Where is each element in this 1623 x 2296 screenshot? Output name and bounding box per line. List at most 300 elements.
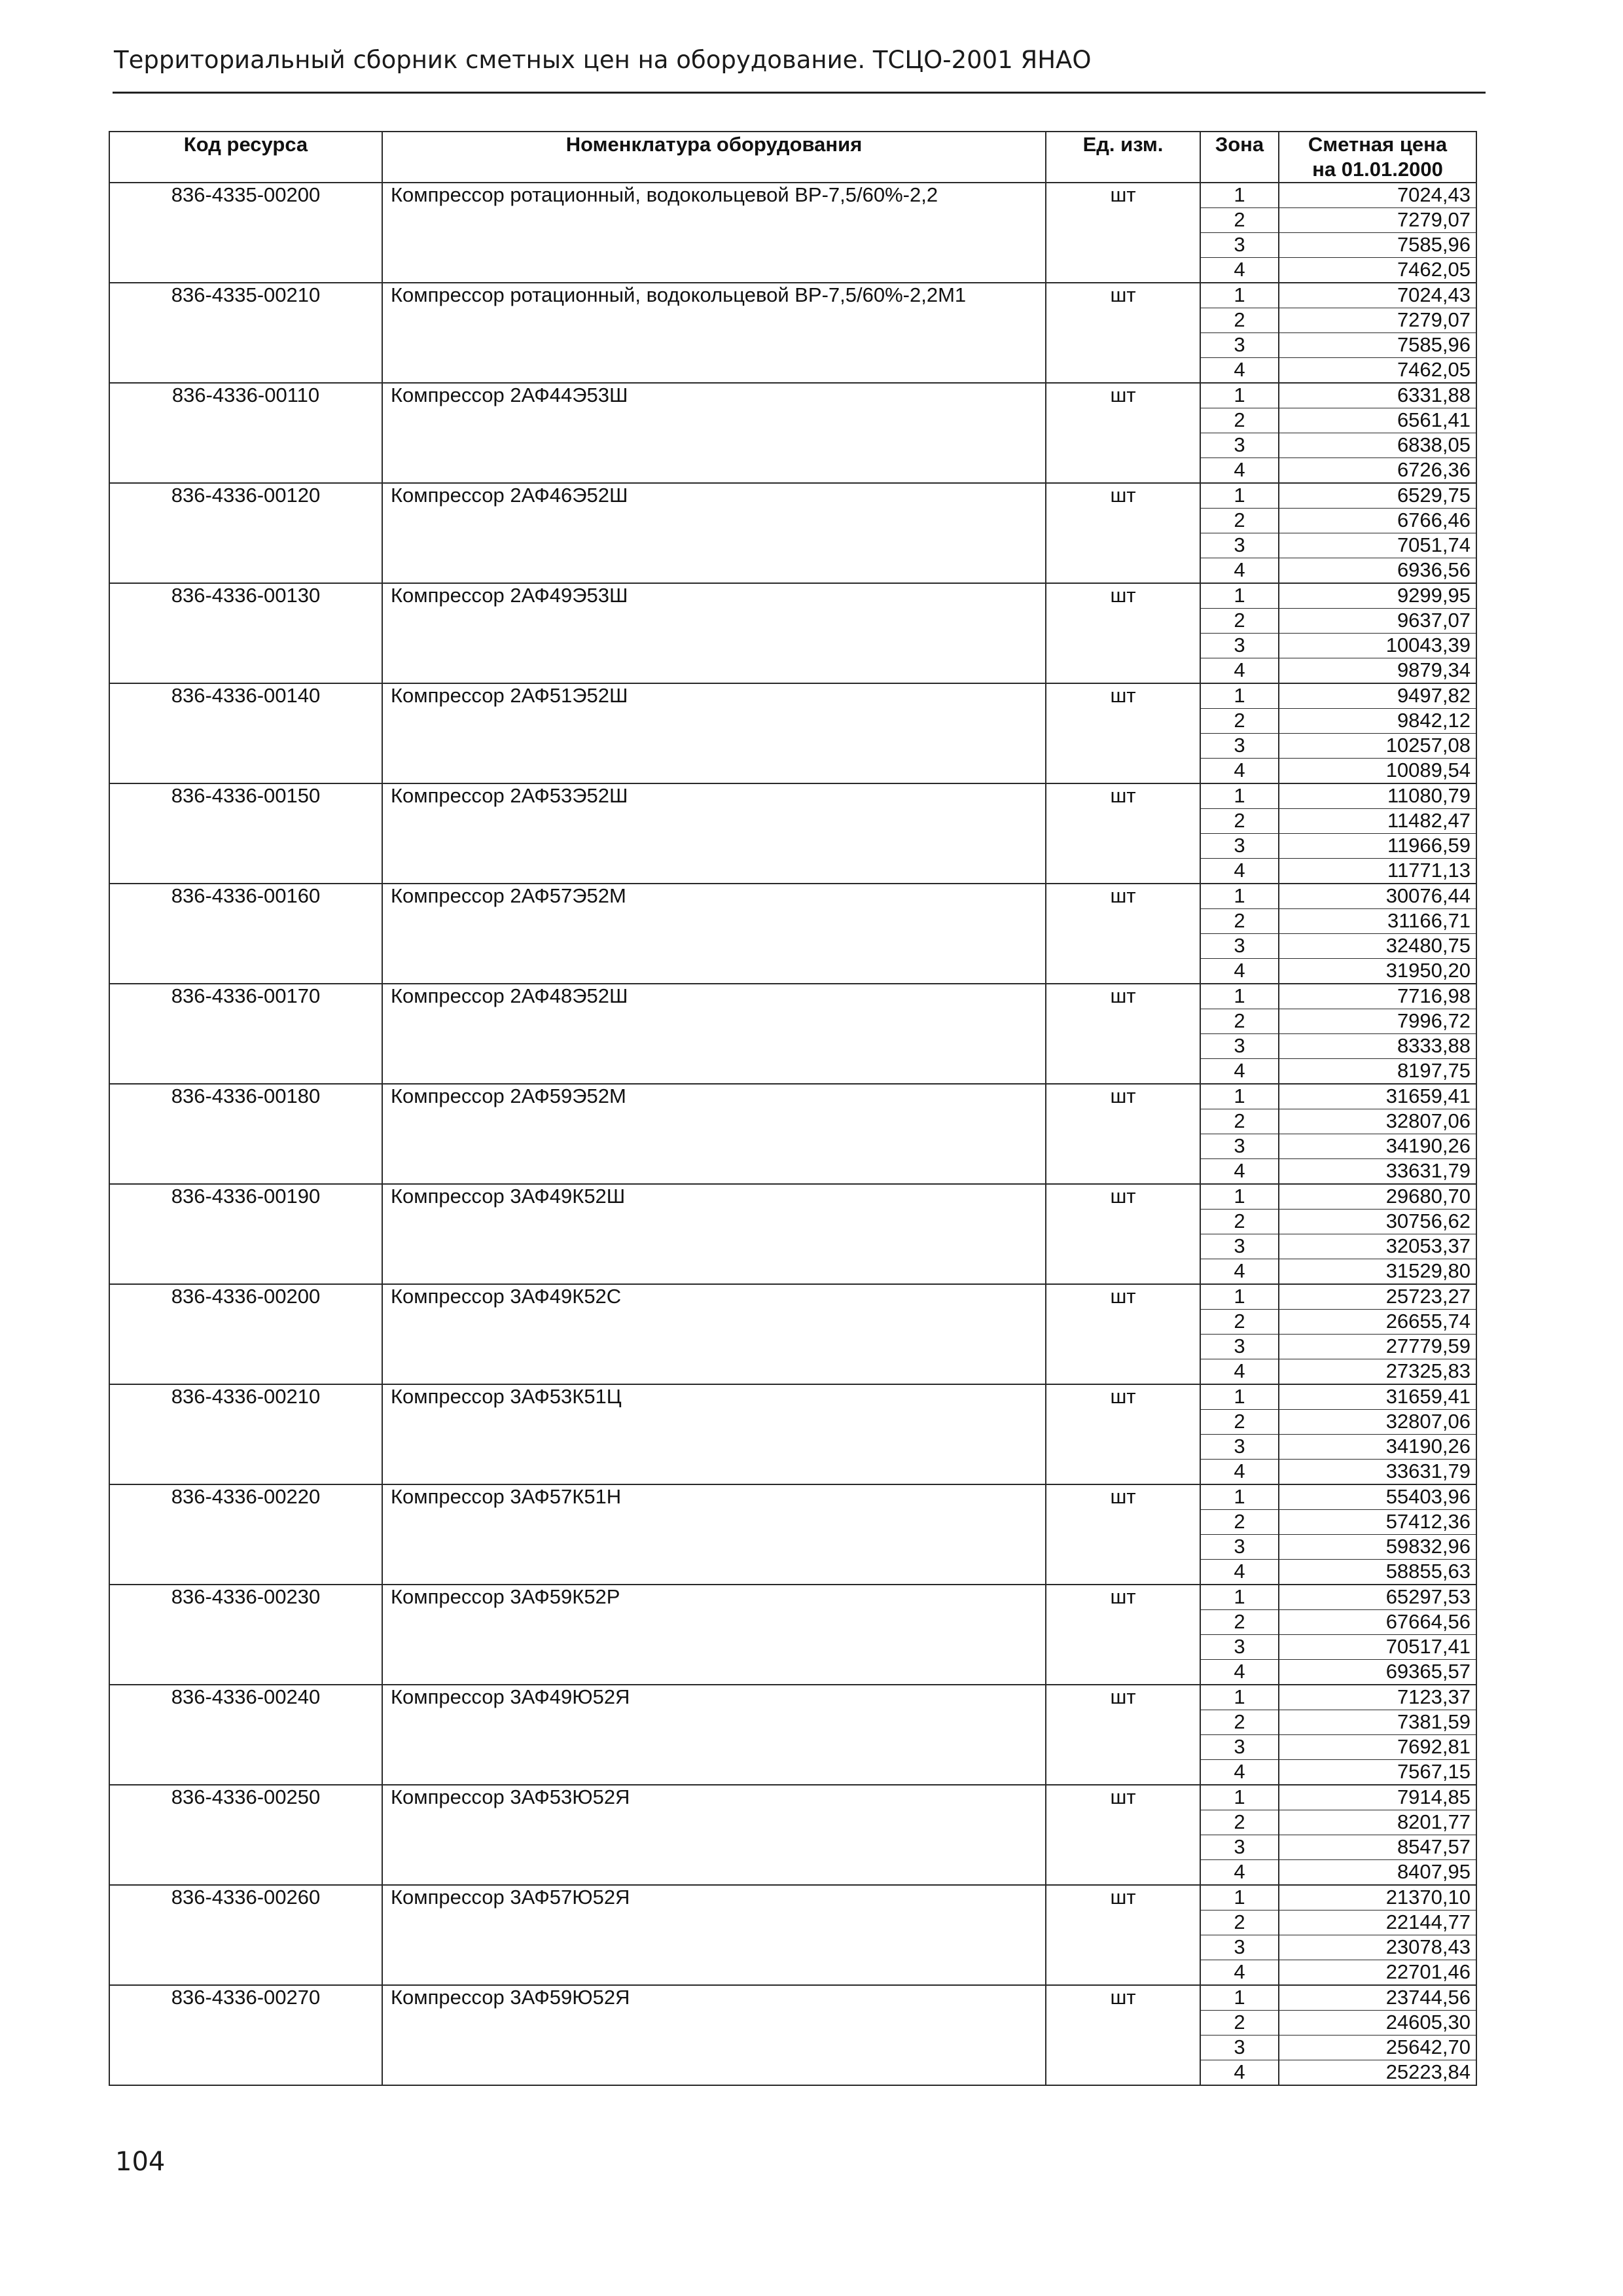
price-cell: 7996,72 <box>1279 1009 1476 1034</box>
zone-cell: 2 <box>1200 1710 1279 1735</box>
equipment-name-cell <box>382 1059 1046 1085</box>
zone-cell: 3 <box>1200 333 1279 358</box>
zone-cell: 4 <box>1200 759 1279 784</box>
resource-code-cell <box>109 1109 382 1134</box>
unit-cell <box>1046 1810 1200 1835</box>
table-row <box>109 258 1476 283</box>
equipment-name-cell: Компрессор 2АФ59Э52М <box>382 1084 1046 1109</box>
zone-cell: 2 <box>1200 1910 1279 1935</box>
resource-code-cell <box>109 258 382 283</box>
price-cell: 23078,43 <box>1279 1935 1476 1960</box>
unit-cell <box>1046 1935 1200 1960</box>
table-row <box>109 1284 1476 1310</box>
unit-cell: шт <box>1046 1484 1200 1510</box>
price-cell: 33631,79 <box>1279 1460 1476 1485</box>
equipment-name-cell <box>382 658 1046 684</box>
table-row <box>109 783 1476 809</box>
resource-code-cell <box>109 458 382 484</box>
price-cell: 27779,59 <box>1279 1335 1476 1359</box>
zone-cell: 2 <box>1200 1410 1279 1435</box>
column-header-zone: Зона <box>1200 132 1279 183</box>
zone-cell: 1 <box>1200 383 1279 408</box>
zone-cell: 2 <box>1200 1310 1279 1335</box>
table-row <box>109 734 1476 759</box>
price-cell: 7462,05 <box>1279 258 1476 283</box>
table-row <box>109 1159 1476 1185</box>
zone-cell: 4 <box>1200 959 1279 984</box>
price-cell: 27325,83 <box>1279 1359 1476 1385</box>
resource-code-cell <box>109 433 382 458</box>
table-row <box>109 658 1476 684</box>
unit-cell: шт <box>1046 283 1200 308</box>
zone-cell: 3 <box>1200 1134 1279 1159</box>
zone-cell: 4 <box>1200 1960 1279 1986</box>
equipment-name-cell <box>382 1359 1046 1385</box>
table-row <box>109 1835 1476 1860</box>
equipment-name-cell: Компрессор 2АФ44Э53Ш <box>382 383 1046 408</box>
resource-code-cell <box>109 1435 382 1460</box>
zone-cell: 1 <box>1200 1084 1279 1109</box>
resource-code-cell <box>109 1910 382 1935</box>
equipment-name-cell: Компрессор 2АФ57Э52М <box>382 884 1046 909</box>
resource-code-cell: 836-4336-00250 <box>109 1785 382 1810</box>
table-row <box>109 1184 1476 1210</box>
resource-code-cell: 836-4336-00180 <box>109 1084 382 1109</box>
unit-cell <box>1046 1510 1200 1535</box>
zone-cell: 3 <box>1200 634 1279 658</box>
price-cell: 33631,79 <box>1279 1159 1476 1185</box>
price-cell: 9842,12 <box>1279 709 1476 734</box>
price-table <box>109 131 1477 2086</box>
unit-cell: шт <box>1046 1184 1200 1210</box>
table-row <box>109 884 1476 909</box>
unit-cell <box>1046 1009 1200 1034</box>
price-cell: 67664,56 <box>1279 1610 1476 1635</box>
price-cell: 6726,36 <box>1279 458 1476 484</box>
resource-code-cell <box>109 1234 382 1259</box>
unit-cell: шт <box>1046 783 1200 809</box>
zone-cell: 4 <box>1200 1560 1279 1585</box>
unit-cell <box>1046 834 1200 859</box>
unit-cell <box>1046 233 1200 258</box>
table-body <box>109 183 1476 2085</box>
price-cell: 30756,62 <box>1279 1210 1476 1234</box>
table-row <box>109 1234 1476 1259</box>
equipment-name-cell <box>382 1234 1046 1259</box>
column-header-price-line1: Сметная цена <box>1308 133 1448 156</box>
unit-cell <box>1046 1109 1200 1134</box>
unit-cell <box>1046 709 1200 734</box>
table-row <box>109 1059 1476 1085</box>
table-row <box>109 233 1476 258</box>
zone-cell: 2 <box>1200 308 1279 333</box>
price-cell: 30076,44 <box>1279 884 1476 909</box>
table-row <box>109 959 1476 984</box>
equipment-name-cell: Компрессор 3АФ59Ю52Я <box>382 1985 1046 2011</box>
unit-cell: шт <box>1046 1685 1200 1710</box>
zone-cell: 2 <box>1200 509 1279 533</box>
unit-cell: шт <box>1046 984 1200 1009</box>
price-cell: 7024,43 <box>1279 183 1476 208</box>
resource-code-cell: 836-4336-00170 <box>109 984 382 1009</box>
table-header-row <box>109 132 1476 183</box>
table-row <box>109 809 1476 834</box>
resource-code-cell <box>109 1960 382 1986</box>
unit-cell: шт <box>1046 483 1200 509</box>
resource-code-cell <box>109 1760 382 1785</box>
zone-cell: 4 <box>1200 258 1279 283</box>
table-row <box>109 1610 1476 1635</box>
zone-cell: 3 <box>1200 1935 1279 1960</box>
price-cell: 6331,88 <box>1279 383 1476 408</box>
resource-code-cell: 836-4336-00240 <box>109 1685 382 1710</box>
resource-code-cell <box>109 609 382 634</box>
zone-cell: 1 <box>1200 583 1279 609</box>
zone-cell: 3 <box>1200 1835 1279 1860</box>
price-cell: 9497,82 <box>1279 683 1476 709</box>
table-row <box>109 1510 1476 1535</box>
equipment-name-cell <box>382 1610 1046 1635</box>
unit-cell <box>1046 1710 1200 1735</box>
resource-code-cell <box>109 934 382 959</box>
resource-code-cell <box>109 1635 382 1660</box>
unit-cell <box>1046 1210 1200 1234</box>
price-cell: 6838,05 <box>1279 433 1476 458</box>
resource-code-cell <box>109 308 382 333</box>
table-row <box>109 283 1476 308</box>
resource-code-cell <box>109 1810 382 1835</box>
equipment-name-cell: Компрессор 3АФ57К51Н <box>382 1484 1046 1510</box>
price-cell: 7462,05 <box>1279 358 1476 384</box>
table-row <box>109 1259 1476 1285</box>
table-row <box>109 333 1476 358</box>
price-cell: 8201,77 <box>1279 1810 1476 1835</box>
table-row <box>109 1885 1476 1910</box>
equipment-name-cell <box>382 1910 1046 1935</box>
zone-cell: 1 <box>1200 683 1279 709</box>
resource-code-cell <box>109 959 382 984</box>
table-row <box>109 1785 1476 1810</box>
price-cell: 22144,77 <box>1279 1910 1476 1935</box>
table-row <box>109 308 1476 333</box>
resource-code-cell <box>109 1935 382 1960</box>
equipment-name-cell <box>382 934 1046 959</box>
zone-cell: 3 <box>1200 1435 1279 1460</box>
zone-cell: 4 <box>1200 358 1279 384</box>
table-row <box>109 1935 1476 1960</box>
price-cell: 25223,84 <box>1279 2060 1476 2086</box>
price-cell: 9299,95 <box>1279 583 1476 609</box>
equipment-name-cell <box>382 609 1046 634</box>
zone-cell: 3 <box>1200 433 1279 458</box>
unit-cell: шт <box>1046 1084 1200 1109</box>
equipment-name-cell <box>382 233 1046 258</box>
table-row <box>109 1460 1476 1485</box>
resource-code-cell <box>109 233 382 258</box>
equipment-name-cell <box>382 734 1046 759</box>
table-row <box>109 1109 1476 1134</box>
resource-code-cell <box>109 1159 382 1185</box>
zone-cell: 2 <box>1200 1610 1279 1635</box>
price-cell: 11482,47 <box>1279 809 1476 834</box>
price-cell: 70517,41 <box>1279 1635 1476 1660</box>
resource-code-cell <box>109 1134 382 1159</box>
table-row <box>109 1310 1476 1335</box>
zone-cell: 4 <box>1200 1760 1279 1785</box>
zone-cell: 4 <box>1200 1660 1279 1685</box>
unit-cell <box>1046 1134 1200 1159</box>
unit-cell <box>1046 1435 1200 1460</box>
zone-cell: 1 <box>1200 884 1279 909</box>
equipment-name-cell: Компрессор 3АФ49К52Ш <box>382 1184 1046 1210</box>
resource-code-cell: 836-4336-00150 <box>109 783 382 809</box>
table-row <box>109 509 1476 533</box>
resource-code-cell <box>109 1560 382 1585</box>
unit-cell <box>1046 658 1200 684</box>
price-cell: 32053,37 <box>1279 1234 1476 1259</box>
resource-code-cell <box>109 1835 382 1860</box>
equipment-name-cell <box>382 258 1046 283</box>
equipment-name-cell <box>382 709 1046 734</box>
unit-cell: шт <box>1046 1284 1200 1310</box>
table-row <box>109 533 1476 558</box>
zone-cell: 3 <box>1200 1635 1279 1660</box>
resource-code-cell <box>109 909 382 934</box>
resource-code-cell: 836-4336-00110 <box>109 383 382 408</box>
zone-cell: 4 <box>1200 1460 1279 1485</box>
equipment-name-cell: Компрессор 2АФ46Э52Ш <box>382 483 1046 509</box>
table-row <box>109 1384 1476 1410</box>
unit-cell <box>1046 2011 1200 2036</box>
resource-code-cell <box>109 834 382 859</box>
zone-cell: 3 <box>1200 1535 1279 1560</box>
table-row <box>109 1484 1476 1510</box>
equipment-name-cell <box>382 1310 1046 1335</box>
zone-cell: 4 <box>1200 1159 1279 1185</box>
column-header-code: Код ресурса <box>109 132 382 183</box>
zone-cell: 2 <box>1200 709 1279 734</box>
table-row <box>109 1810 1476 1835</box>
price-cell: 7692,81 <box>1279 1735 1476 1760</box>
resource-code-cell: 836-4336-00140 <box>109 683 382 709</box>
table-row <box>109 1660 1476 1685</box>
column-header-unit: Ед. изм. <box>1046 132 1200 183</box>
unit-cell <box>1046 533 1200 558</box>
table-row <box>109 759 1476 784</box>
resource-code-cell <box>109 2036 382 2060</box>
table-row <box>109 183 1476 208</box>
page-header <box>113 41 1486 94</box>
price-cell: 11080,79 <box>1279 783 1476 809</box>
equipment-name-cell <box>382 1935 1046 1960</box>
unit-cell <box>1046 959 1200 984</box>
zone-cell: 3 <box>1200 533 1279 558</box>
resource-code-cell <box>109 358 382 384</box>
equipment-name-cell <box>382 1835 1046 1860</box>
equipment-name-cell <box>382 1259 1046 1285</box>
equipment-name-cell <box>382 509 1046 533</box>
zone-cell: 1 <box>1200 1985 1279 2011</box>
zone-cell: 2 <box>1200 609 1279 634</box>
equipment-name-cell: Компрессор 2АФ51Э52Ш <box>382 683 1046 709</box>
unit-cell <box>1046 859 1200 884</box>
zone-cell: 2 <box>1200 408 1279 433</box>
equipment-name-cell: Компрессор 3АФ49Ю52Я <box>382 1685 1046 1710</box>
table-row <box>109 1735 1476 1760</box>
resource-code-cell <box>109 1009 382 1034</box>
price-cell: 7279,07 <box>1279 208 1476 233</box>
column-header-price-line2: на 01.01.2000 <box>1312 158 1443 181</box>
resource-code-cell: 836-4336-00260 <box>109 1885 382 1910</box>
table-row <box>109 2036 1476 2060</box>
unit-cell <box>1046 1610 1200 1635</box>
resource-code-cell <box>109 1034 382 1059</box>
price-cell: 8197,75 <box>1279 1059 1476 1085</box>
resource-code-cell <box>109 1860 382 1886</box>
resource-code-cell <box>109 2011 382 2036</box>
table-row <box>109 1359 1476 1385</box>
resource-code-cell: 836-4336-00130 <box>109 583 382 609</box>
unit-cell <box>1046 1910 1200 1935</box>
zone-cell: 1 <box>1200 483 1279 509</box>
unit-cell <box>1046 809 1200 834</box>
zone-cell: 4 <box>1200 1259 1279 1285</box>
resource-code-cell <box>109 1359 382 1385</box>
unit-cell <box>1046 258 1200 283</box>
price-cell: 11771,13 <box>1279 859 1476 884</box>
equipment-name-cell <box>382 909 1046 934</box>
table-row <box>109 1335 1476 1359</box>
unit-cell: шт <box>1046 383 1200 408</box>
equipment-name-cell <box>382 1860 1046 1886</box>
unit-cell <box>1046 208 1200 233</box>
equipment-name-cell <box>382 308 1046 333</box>
price-cell: 34190,26 <box>1279 1134 1476 1159</box>
equipment-name-cell <box>382 1810 1046 1835</box>
table-row <box>109 934 1476 959</box>
unit-cell <box>1046 909 1200 934</box>
unit-cell <box>1046 934 1200 959</box>
table-row <box>109 408 1476 433</box>
resource-code-cell <box>109 634 382 658</box>
equipment-name-cell <box>382 1510 1046 1535</box>
page-title: Территориальный сборник сметных цен на оборудование. ТСЦО-2001 ЯНАО <box>114 46 1092 74</box>
zone-cell: 1 <box>1200 1885 1279 1910</box>
unit-cell <box>1046 2060 1200 2086</box>
table-row <box>109 458 1476 484</box>
equipment-name-cell <box>382 834 1046 859</box>
unit-cell <box>1046 1410 1200 1435</box>
equipment-name-cell <box>382 333 1046 358</box>
zone-cell: 2 <box>1200 2011 1279 2036</box>
price-cell: 32807,06 <box>1279 1109 1476 1134</box>
equipment-name-cell <box>382 1210 1046 1234</box>
resource-code-cell: 836-4335-00210 <box>109 283 382 308</box>
resource-code-cell: 836-4336-00210 <box>109 1384 382 1410</box>
resource-code-cell <box>109 734 382 759</box>
zone-cell: 1 <box>1200 783 1279 809</box>
equipment-name-cell <box>382 408 1046 433</box>
price-cell: 22701,46 <box>1279 1960 1476 1986</box>
price-cell: 7051,74 <box>1279 533 1476 558</box>
zone-cell: 1 <box>1200 984 1279 1009</box>
zone-cell: 3 <box>1200 1234 1279 1259</box>
price-cell: 31659,41 <box>1279 1384 1476 1410</box>
resource-code-cell <box>109 208 382 233</box>
equipment-name-cell: Компрессор 3АФ49К52С <box>382 1284 1046 1310</box>
resource-code-cell <box>109 1335 382 1359</box>
equipment-name-cell <box>382 1410 1046 1435</box>
price-cell: 6529,75 <box>1279 483 1476 509</box>
zone-cell: 4 <box>1200 558 1279 584</box>
price-cell: 6766,46 <box>1279 509 1476 533</box>
zone-cell: 2 <box>1200 809 1279 834</box>
unit-cell <box>1046 1310 1200 1335</box>
resource-code-cell <box>109 533 382 558</box>
unit-cell <box>1046 1735 1200 1760</box>
equipment-name-cell: Компрессор 3АФ59К52Р <box>382 1585 1046 1610</box>
table-row <box>109 1760 1476 1785</box>
table-row <box>109 1410 1476 1435</box>
equipment-name-cell: Компрессор ротационный, водокольцевой ВР-7,5/60%-2,2 <box>382 183 1046 208</box>
zone-cell: 2 <box>1200 1210 1279 1234</box>
equipment-name-cell: Компрессор 3АФ53К51Ц <box>382 1384 1046 1410</box>
unit-cell <box>1046 1159 1200 1185</box>
unit-cell <box>1046 759 1200 784</box>
resource-code-cell <box>109 1310 382 1335</box>
table-row <box>109 1860 1476 1886</box>
unit-cell: шт <box>1046 183 1200 208</box>
table-row <box>109 583 1476 609</box>
price-cell: 9879,34 <box>1279 658 1476 684</box>
price-cell: 7123,37 <box>1279 1685 1476 1710</box>
zone-cell: 3 <box>1200 2036 1279 2060</box>
resource-code-cell: 836-4336-00270 <box>109 1985 382 2011</box>
zone-cell: 1 <box>1200 1184 1279 1210</box>
zone-cell: 3 <box>1200 1735 1279 1760</box>
table-row <box>109 1535 1476 1560</box>
zone-cell: 4 <box>1200 658 1279 684</box>
zone-cell: 3 <box>1200 233 1279 258</box>
equipment-name-cell <box>382 358 1046 384</box>
price-cell: 6561,41 <box>1279 408 1476 433</box>
resource-code-cell <box>109 1610 382 1635</box>
zone-cell: 3 <box>1200 1335 1279 1359</box>
unit-cell <box>1046 358 1200 384</box>
resource-code-cell <box>109 408 382 433</box>
unit-cell <box>1046 1460 1200 1485</box>
table-row <box>109 834 1476 859</box>
resource-code-cell <box>109 1059 382 1085</box>
price-cell: 21370,10 <box>1279 1885 1476 1910</box>
table-row <box>109 1710 1476 1735</box>
table-row <box>109 1635 1476 1660</box>
table-row <box>109 1685 1476 1710</box>
resource-code-cell: 836-4335-00200 <box>109 183 382 208</box>
unit-cell <box>1046 333 1200 358</box>
table-row <box>109 483 1476 509</box>
unit-cell: шт <box>1046 1785 1200 1810</box>
zone-cell: 1 <box>1200 1384 1279 1410</box>
unit-cell <box>1046 1660 1200 1685</box>
resource-code-cell: 836-4336-00160 <box>109 884 382 909</box>
resource-code-cell <box>109 2060 382 2086</box>
zone-cell: 3 <box>1200 834 1279 859</box>
equipment-name-cell <box>382 1435 1046 1460</box>
price-cell: 34190,26 <box>1279 1435 1476 1460</box>
unit-cell <box>1046 1560 1200 1585</box>
zone-cell: 2 <box>1200 909 1279 934</box>
